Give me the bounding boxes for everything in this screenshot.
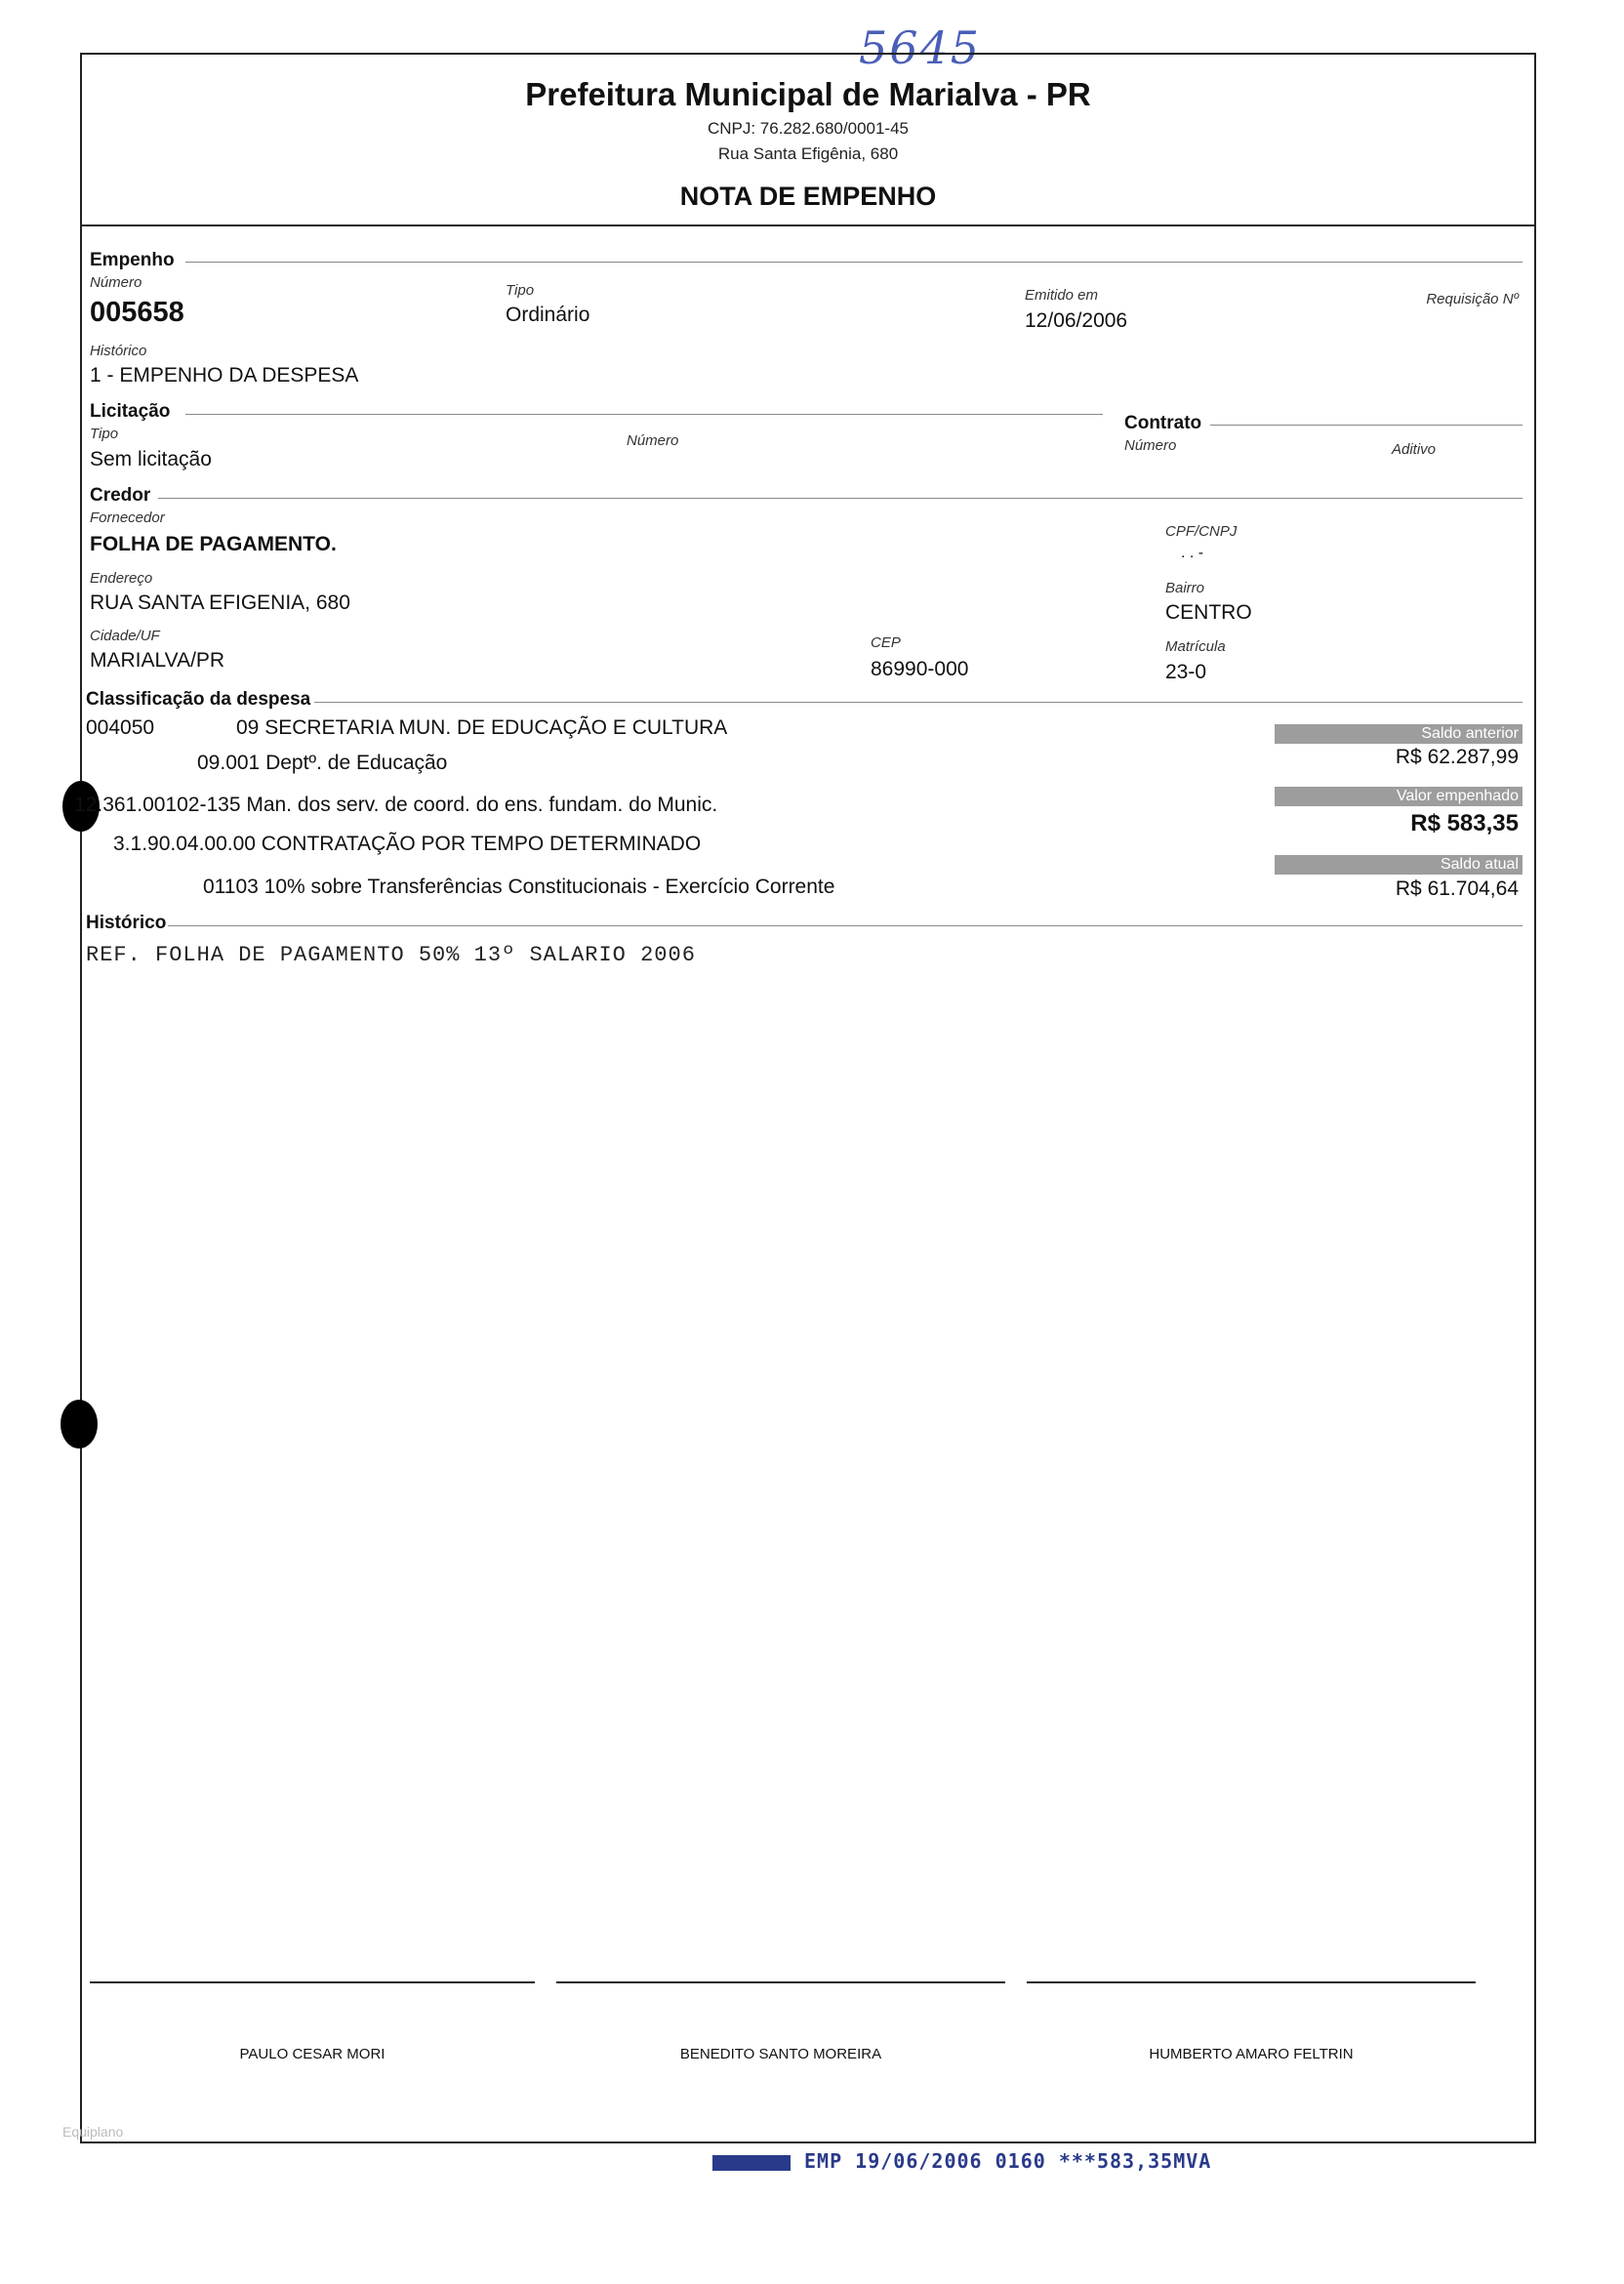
- saldo-anterior-label: Saldo anterior: [1275, 724, 1522, 744]
- signature-line-3: [1027, 1981, 1476, 1983]
- rule-credor: [158, 498, 1522, 499]
- classificacao-natureza: 3.1.90.04.00.00 CONTRATAÇÃO POR TEMPO DETERMINADO: [113, 833, 702, 855]
- empenho-historico-label: Histórico: [90, 343, 147, 359]
- cep-label: CEP: [871, 634, 901, 651]
- section-contrato: Contrato: [1124, 413, 1202, 433]
- section-classificacao: Classificação da despesa: [86, 689, 311, 710]
- header-divider: [80, 224, 1536, 226]
- payment-stamp: [712, 2149, 1211, 2173]
- saldo-atual-label: Saldo atual: [1275, 855, 1522, 875]
- cpf-cnpj: . . -: [1181, 545, 1204, 561]
- stamp-text: EMP 19/06/2006 0160 ***583,35MVA: [804, 2149, 1212, 2173]
- licitacao-tipo: Sem licitação: [90, 448, 212, 470]
- classificacao-fonte: 01103 10% sobre Transferências Constitucionais - Exercício Corrente: [203, 876, 835, 898]
- classificacao-departamento: 09.001 Deptº. de Educação: [197, 752, 448, 774]
- handwritten-page-number: 5645: [859, 21, 982, 74]
- classificacao-secretaria: 09 SECRETARIA MUN. DE EDUCAÇÃO E CULTURA: [236, 716, 728, 739]
- bairro: CENTRO: [1165, 601, 1252, 624]
- stamp-mark-icon: [712, 2155, 791, 2171]
- emitido-label: Emitido em: [1025, 287, 1099, 304]
- bairro-label: Bairro: [1165, 580, 1205, 596]
- classificacao-programa: 12.361.00102-135 Man. dos serv. de coord. do ens. fundam. do Munic.: [74, 794, 718, 816]
- cnpj: CNPJ: 76.282.680/0001-45: [707, 119, 910, 138]
- header-address: Rua Santa Efigênia, 680: [717, 144, 899, 163]
- empenho-tipo-label: Tipo: [506, 282, 535, 299]
- matricula-label: Matrícula: [1165, 638, 1226, 655]
- document-title: NOTA DE EMPENHO: [679, 182, 937, 211]
- classificacao-code: 004050: [86, 716, 155, 739]
- endereco-label: Endereço: [90, 570, 153, 587]
- fornecedor: FOLHA DE PAGAMENTO.: [90, 533, 337, 555]
- signature-name-3: HUMBERTO AMARO FELTRIN: [1149, 2046, 1354, 2062]
- punch-hole-bottom: [61, 1400, 98, 1448]
- software-watermark: Equiplano: [62, 2124, 124, 2140]
- signature-name-1: PAULO CESAR MORI: [239, 2046, 386, 2062]
- valor-empenhado: R$ 583,35: [1410, 810, 1519, 836]
- section-credor: Credor: [90, 485, 151, 506]
- rule-licitacao: [185, 414, 1103, 415]
- emitido-date: 12/06/2006: [1025, 309, 1128, 332]
- rule-historico: [168, 925, 1522, 926]
- rule-classificacao: [314, 702, 1522, 703]
- empenho-numero: 005658: [90, 297, 184, 328]
- rule-empenho: [185, 262, 1522, 263]
- signature-name-2: BENEDITO SANTO MOREIRA: [679, 2046, 882, 2062]
- fornecedor-label: Fornecedor: [90, 510, 165, 526]
- endereco: RUA SANTA EFIGENIA, 680: [90, 591, 350, 614]
- rule-contrato: [1210, 425, 1522, 426]
- saldo-anterior: R$ 62.287,99: [1395, 746, 1519, 768]
- section-licitacao: Licitação: [90, 401, 171, 422]
- contrato-numero-label: Número: [1124, 437, 1177, 454]
- requisicao-label: Requisição Nº: [1426, 291, 1519, 307]
- section-empenho: Empenho: [90, 250, 175, 270]
- contrato-aditivo-label: Aditivo: [1392, 441, 1437, 458]
- licitacao-tipo-label: Tipo: [90, 426, 119, 442]
- signature-line-2: [556, 1981, 1005, 1983]
- matricula: 23-0: [1165, 661, 1207, 683]
- empenho-numero-label: Número: [90, 274, 142, 291]
- cidade-label: Cidade/UF: [90, 628, 160, 644]
- saldo-atual: R$ 61.704,64: [1395, 877, 1519, 900]
- cep: 86990-000: [871, 658, 969, 680]
- valor-empenhado-label: Valor empenhado: [1275, 787, 1522, 806]
- cidade: MARIALVA/PR: [90, 649, 225, 672]
- cpf-cnpj-label: CPF/CNPJ: [1165, 523, 1238, 540]
- section-historico: Histórico: [86, 913, 167, 933]
- signature-line-1: [90, 1981, 535, 1983]
- page-title: Prefeitura Municipal de Marialva - PR: [525, 76, 1091, 112]
- empenho-tipo: Ordinário: [506, 304, 590, 326]
- empenho-historico: 1 - EMPENHO DA DESPESA: [90, 364, 359, 387]
- licitacao-numero-label: Número: [627, 432, 679, 449]
- historico-text: REF. FOLHA DE PAGAMENTO 50% 13º SALARIO 2006: [86, 943, 696, 967]
